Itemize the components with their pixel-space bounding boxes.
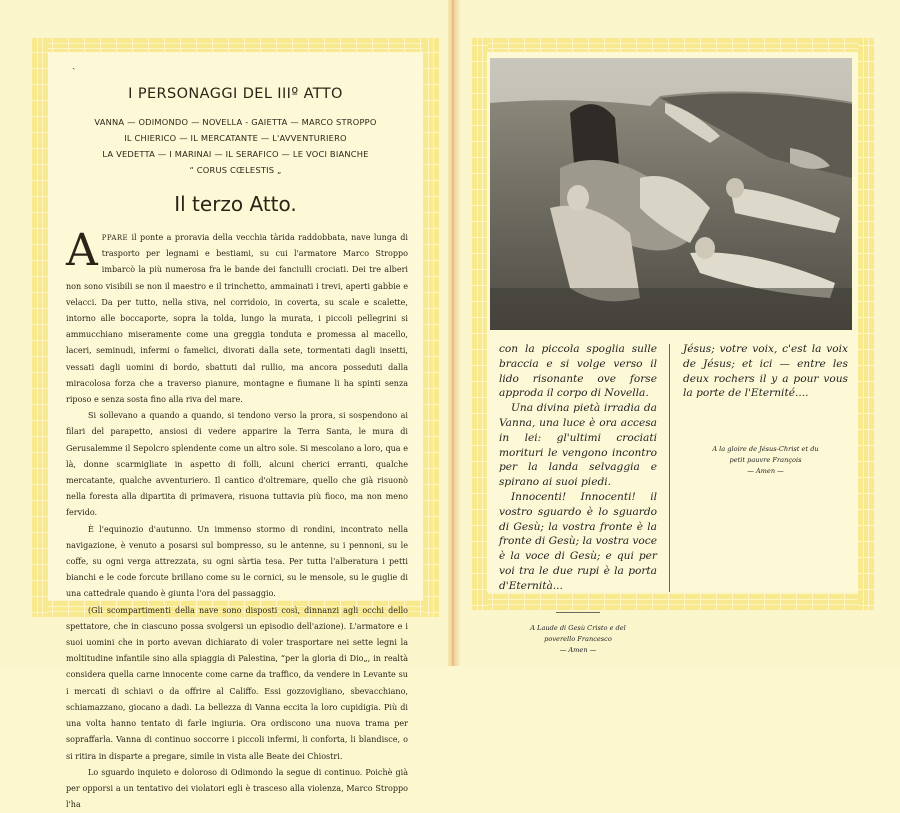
paragraph: È l'equinozio d'autunno. Un immenso stormo di rondini, incontrato nella navigazione, è venuto a posarsi sul bompresso, su le antenne, su i pennoni, su le coffe, su ogni verga attrezzata, su ogni sàrtia tesa. Per tutta l'alberatura i petti bianchi e le code forcute brillano come su le cornici, su le mensole, su le guglie di una cattedrale quando è giunta l'ora del passaggio. <box>66 524 408 599</box>
column-divider <box>669 344 670 592</box>
act-title: Il terzo Atto. <box>174 192 297 216</box>
dedication-line: A la gloire de Jésus-Christ et du <box>712 445 819 454</box>
cast-list <box>48 114 423 178</box>
cast-line: LA VEDETTA — I MARINAI — IL SERAFICO — LE VOCI BIANCHE <box>102 149 369 159</box>
paragraph: Jésus; votre voix, c'est la voix de Jésus; et ici — entre les deux rochers il y a pour vous la porte de l'Eternité.... <box>683 343 848 400</box>
dedication-line: A Laude di Gesù Cristo e del <box>530 623 626 632</box>
right-frame-left <box>472 38 488 610</box>
paragraph: Innocenti! Innocenti! il vostro sguardo è lo sguardo di Gesù; la vostra fronte è la fronte di Gesù; la vostra voce è la voce di Gesù; e qui per voi tra le due rupi è la porta d'Eternità... <box>499 490 657 592</box>
act-description <box>66 225 408 813</box>
separator-rule <box>744 435 788 436</box>
dedication <box>499 623 657 656</box>
paragraph: Lo sguardo inquieto e doloroso di Odimondo la segue di continuo. Poichè già per opporsi a un tentativo dei violatori egli è trasceso alla violenza, Marco Stroppo l'ha <box>66 767 408 810</box>
gutter-fold <box>452 0 454 666</box>
right-page-content <box>487 52 858 654</box>
book-gutter <box>448 0 460 666</box>
cast-line: VANNA — ODIMONDO — NOVELLA - GAIETTA — MARCO STROPPO <box>94 117 377 127</box>
drop-cap: A <box>66 225 98 276</box>
left-frame-left <box>32 38 48 617</box>
paragraph <box>66 225 408 408</box>
dedication-line: poverello Francesco <box>544 634 612 643</box>
italian-column <box>499 342 657 656</box>
french-column <box>683 342 848 477</box>
dedication <box>683 444 848 477</box>
photo-illustration <box>490 58 852 330</box>
cast-heading: I PERSONAGGI DEL IIIº ATTO <box>128 86 343 102</box>
paragraph: Si sollevano a quando a quando, si tendono verso la prora, si sospendono ai filari del parapetto, ansiosi di vedere apparire la Terra Santa, le mura di Gerusalemme il Sepolcro splendente come un altro sole. Si mescolano a loro, qua e là, donne scarmigliate in aspetto di folli, alcuni cherici erranti, qualche mercatante, qualche avventuriero. Il cantico d'oltremare, quello che già risuonò nella foresta alla dipartita di primavera, risuona tuttavia più fioco, ma non meno fervido. <box>66 411 408 518</box>
ink-mark: ˏ <box>72 59 76 70</box>
paragraph: Una divina pietà irradia da Vanna, una luce è ora accesa in lei: gl'ultimi crociati morituri le vengono incontro per la landa selvaggia e spirano ai suoi piedi. <box>499 402 657 489</box>
left-page-content <box>48 52 423 810</box>
paragraph: con la piccola spoglia sulle braccia e si volge verso il lido risonante ove forse approda il corpo di Novella. <box>499 343 657 400</box>
separator-rule <box>556 612 600 613</box>
paragraph: (Gli scompartimenti della nave sono disposti così, dinnanzi agli occhi dello spettatore, che in ciascuno possa svolgersi un episodio dell'azione). L'armatore e i suoi uomini che in porto avevan dichiarato di voler trasportare nei sette legni la moltitudine infantile sino alla spiaggia di Palestina, “per la gloria di Dio„, in realtà considera quella carne innocente come carne da traffico, da vendere in Levante su i mercati di schiavi o da offrire al Califfo. Essi gozzovigliano, sbevacchiano, schiamazzano, giocano a dadi. La bellezza di Vanna eccita la loro cupidigia. Più di una volta hanno tentato di farle ingiuria. Ora ordiscono una nuova trama per sopraffarla. Vanna di continuo soccorre i piccoli infermi, li conforta, li blandisce, o si ritira in disparte a pregare, simile in vista alle Beate dei Chiostri. <box>66 605 408 761</box>
dedication-line: — Amen — <box>747 467 784 476</box>
dedication-line: petit pauvre François <box>729 456 802 465</box>
paragraph-text: il ponte a proravia della vecchia tàrida raddobbata, nave lunga di trasporto per legnami e bestiami, su cui l'armatore Marco Stroppo imbarcò la più numerosa fra le bande dei fanciulli crociati. Dei tre alberi non sono visibili se non il maestro e il trinchetto, ammainati i trevi, aperti gabbie e velacci. Da per tutto, nella stiva, nel corridoio, in coverta, su scale e scalette, intorno alle boccaporte, sopra la tolda, lungo la murata, i piccoli pellegrini si ammucchiano miseramente come una greggia tonduta e promessa al macello, laceri, seminudi, infermi o famelici, divorati dalla sete, tormentati dagli insetti, vessati dagli uomini di bordo, sbattuti dal rullio, ma ancora posseduti dalla miracolosa forza che a traverso pianure, montagne e fiumane li ha spinti senza riposo e senza sosta fino alla riva del mare. <box>66 233 408 405</box>
dedication-line: — Amen — <box>559 645 597 654</box>
cast-line: IL CHIERICO — IL MERCATANTE — L'AVVENTURIERO <box>124 133 347 143</box>
first-word: PPARE <box>101 234 128 242</box>
cast-line: “ CORUS CŒLESTIS „ <box>189 165 282 175</box>
right-frame-right <box>858 38 874 610</box>
film-still-photo <box>490 58 852 330</box>
left-frame-right <box>423 38 439 617</box>
